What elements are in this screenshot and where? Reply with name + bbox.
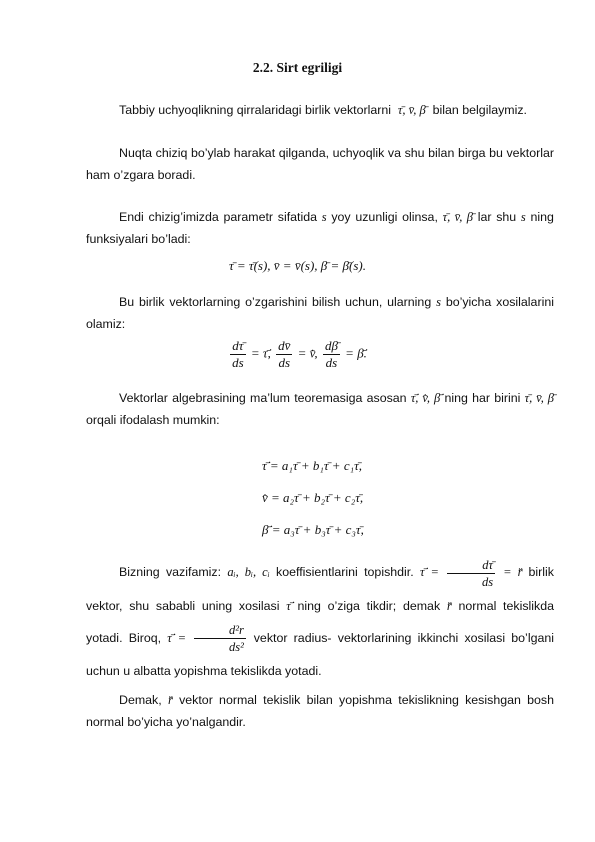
p7-text-b: vektor normal tekislik bilan yopishma tekislikning kesishgan bosh normal bo’yicha yo’nalgandir. (86, 693, 554, 729)
p6-text-c: birlik vektor, shu sababli uning xosilasi (86, 565, 555, 613)
paragraph-7 (86, 690, 554, 733)
equation-inline: τ̄̇ = $\frac{d\taū}{ds}$ = r̄̈ (420, 557, 523, 589)
fraction: $\frac{d\betā}{ds}$ (324, 338, 338, 370)
paragraph-4 (86, 292, 554, 335)
p6-text-e: normal tekislikda yotadi. Biroq, (86, 598, 555, 645)
vector-triple: τ̄, v̄, β̄ (442, 210, 473, 224)
p5-text-c: orqali ifodalash mumkin: (86, 412, 220, 427)
system-row-1: τ̄̇ = a₁τ̄ + b₁τ̄ + c₁τ̄, (262, 458, 363, 473)
equation-term: = v̄̇, (297, 345, 318, 361)
p7-text-a: Demak, (119, 693, 162, 707)
vector-triple: τ̄, v̄, β̄ (524, 391, 555, 405)
paragraph-5 (86, 388, 554, 431)
p3-text-d: ning funksiyalari bo’ladi: (86, 210, 554, 246)
p3-text-b: yoy uzunligi olinsa, (331, 210, 438, 224)
vector-derivative-triple: τ̄̇, v̄̇, β̄̇ (410, 391, 441, 405)
equation-derivatives (0, 338, 595, 371)
param-s: s (321, 210, 327, 224)
paragraph-1 (86, 100, 554, 122)
param-s: s (436, 295, 441, 309)
p3-text-c: lar shu (477, 210, 517, 224)
p6-text-a: Bizning vazifamiz: (119, 565, 222, 579)
equation-inline-2: τ̄̇ = $\frac{\text{d²r}}{\text{ds²}}$ (167, 623, 244, 655)
p6-text-b: koeffisientlarini topishdir. (276, 565, 414, 579)
paragraph-2: Nuqta chiziq bo’ylab harakat qilganda, uchyoqlik va shu bilan birga bu vektorlar ham o’zgara boradi. (86, 146, 554, 182)
coefficients: aᵢ, bᵢ, cᵢ (227, 565, 270, 579)
p3-text-a: Endi chizig’imizda parametr sifatida (119, 210, 318, 224)
fraction: $\frac{d\taū}{ds}$ (232, 338, 244, 370)
vector-triple: τ̄, v̄, β̄ (397, 103, 426, 117)
fraction: $\frac{dv̄}{ds}$ (278, 338, 291, 370)
equation-functions: τ̄ = τ̄(s), v̄ = v̄(s), β̄ = β̄(s). (228, 258, 366, 273)
tau-dot: τ̄̇ (286, 598, 291, 613)
p1-text-after: bilan belgilaymiz. (432, 103, 527, 117)
p4-text-b: bo’yicha xosilalarini olamiz: (86, 295, 554, 331)
param-s: s (520, 210, 526, 224)
section-title: 2.2. Sirt egriligi (252, 60, 343, 75)
p1-text-before: Tabbiy uchyoqlikning qirralaridagi birlik vektorlarni (119, 103, 392, 117)
p5-text-a: Vektorlar algebrasining ma’lum teoremasiga asosan (119, 391, 407, 405)
p4-text-a: Bu birlik vektorlarning o’zgarishini bilish uchun, ularning (119, 295, 432, 309)
system-row-3: β̄̇ = a₃τ̄ + b₃τ̄ + c₃τ̄, (262, 522, 364, 537)
r-ddot: r̄̈ (167, 693, 173, 707)
equation-term: = β̄̇. (345, 345, 367, 361)
equation-term: = τ̄̇, (250, 345, 271, 361)
r-ddot: r̄̈ (446, 598, 452, 613)
p5-text-b: ning har birini (444, 391, 521, 405)
paragraph-6 (86, 556, 554, 687)
paragraph-3 (86, 207, 554, 250)
system-row-2: v̄̇ = a₂τ̄ + b₂τ̄ + c₂τ̄, (262, 490, 364, 505)
p6-text-d: ning o’ziga tikdir; demak (297, 598, 441, 613)
p6-text-f: vektor radius- vektorlarining ikkinchi xosilasi bo’lgani uchun u albatta yopishma tekislikda yotadi. (86, 630, 554, 679)
